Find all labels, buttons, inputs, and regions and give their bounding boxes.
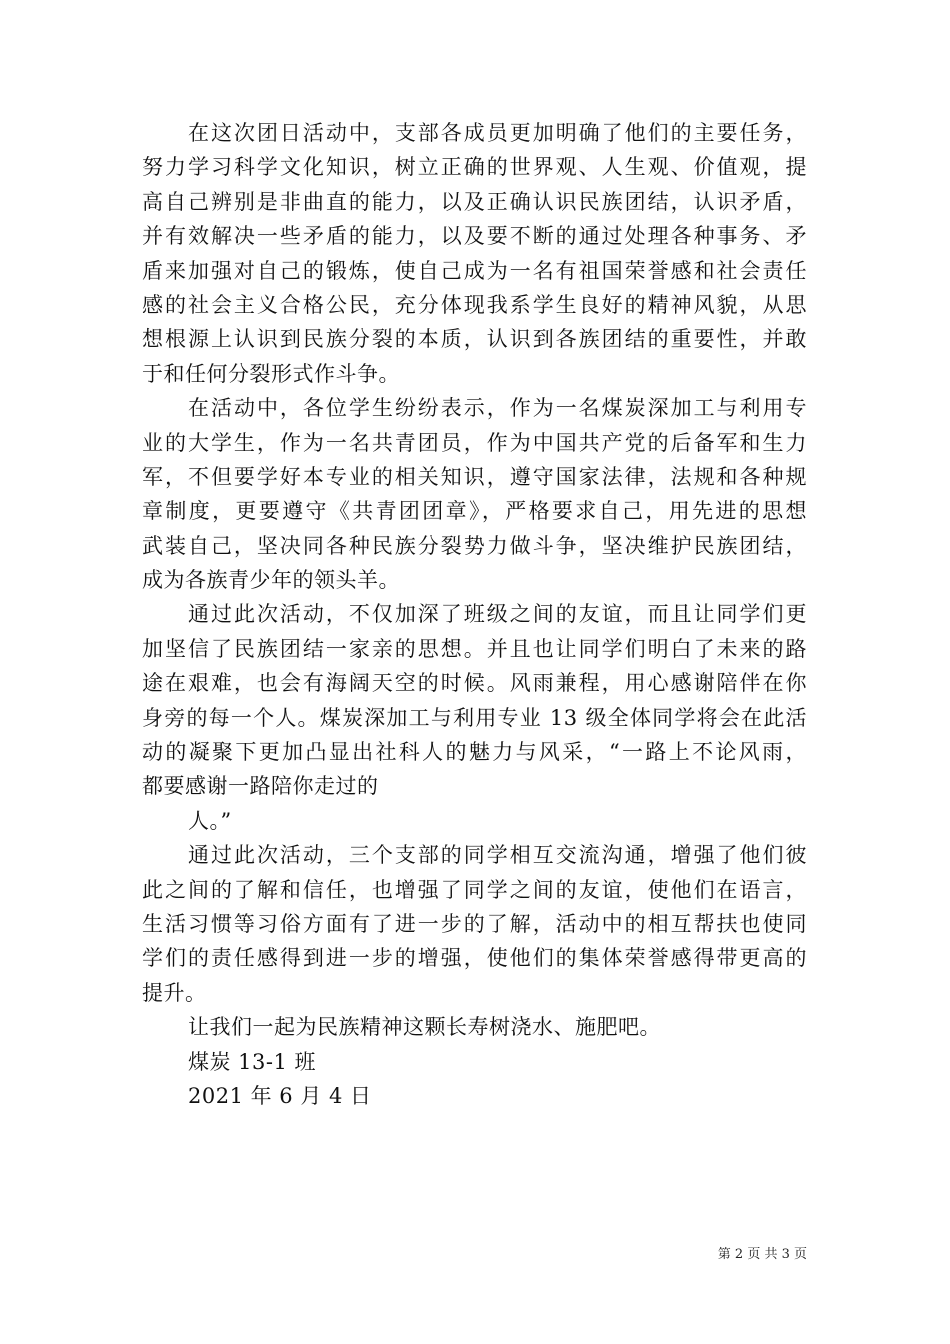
text-line: 在活动中，各位学生纷纷表示，作为一名煤炭深加工与利用专 xyxy=(188,396,807,421)
text-line: 途在艰难，也会有海阔天空的时候。风雨兼程，用心感谢陪伴在你 xyxy=(142,671,807,696)
text-line: 并有效解决一些矛盾的能力，以及要不断的通过处理各种事务、矛 xyxy=(142,224,807,249)
text-line: 学们的责任感得到进一步的增强，使他们的集体荣誉感得带更高的 xyxy=(142,946,807,971)
text-line: 煤炭 13-1 班 xyxy=(188,1049,317,1074)
text-line: 努力学习科学文化知识，树立正确的世界观、人生观、价值观，提 xyxy=(142,155,807,180)
text-line: 武装自己，坚决同各种民族分裂势力做斗争，坚决维护民族团结， xyxy=(142,533,807,558)
text-line: 业的大学生，作为一名共青团员，作为中国共产党的后备军和生力 xyxy=(142,430,807,455)
text-line: 提升。 xyxy=(142,980,207,1005)
text-line: 通过此次活动，不仅加深了班级之间的友谊，而且让同学们更 xyxy=(188,602,807,627)
text-line: 此之间的了解和信任，也增强了同学之间的友谊，使他们在语言， xyxy=(142,877,807,902)
text-line: 2021 年 6 月 4 日 xyxy=(188,1083,372,1108)
paragraph xyxy=(142,838,807,1010)
text-line: 都要感谢一路陪你走过的 xyxy=(142,774,379,799)
text-line: 盾来加强对自己的锻炼，使自己成为一名有祖国荣誉感和社会责任 xyxy=(142,258,807,283)
signature-date xyxy=(142,1079,807,1113)
paragraph xyxy=(142,1010,807,1044)
text-line: 在这次团日活动中，支部各成员更加明确了他们的主要任务， xyxy=(188,121,807,145)
text-line: 生活习惯等习俗方面有了进一步的了解，活动中的相互帮扶也使同 xyxy=(142,911,807,936)
text-line: 章制度，更要遵守《共青团团章》，严格要求自己，用先进的思想 xyxy=(142,499,807,524)
text-line: 动的凝聚下更加凸显出社科人的魅力与风采，“一路上不论风雨， xyxy=(142,740,807,765)
text-line: 通过此次活动，三个支部的同学相互交流沟通，增强了他们彼 xyxy=(188,843,807,868)
text-line: 高自己辨别是非曲直的能力，以及正确认识民族团结，认识矛盾， xyxy=(142,189,807,214)
document-body xyxy=(142,116,807,1113)
signature-class xyxy=(142,1045,807,1079)
paragraph xyxy=(142,804,807,838)
text-line: 于和任何分裂形式作斗争。 xyxy=(142,361,400,386)
paragraph xyxy=(142,597,807,803)
paragraph xyxy=(142,116,807,391)
text-line: 人。” xyxy=(188,808,232,833)
text-line: 身旁的每一个人。煤炭深加工与利用专业 13 级全体同学将会在此活 xyxy=(142,705,807,730)
text-line: 军，不但要学好本专业的相关知识，遵守国家法律，法规和各种规 xyxy=(142,464,807,489)
text-line: 加坚信了民族团结一家亲的思想。并且也让同学们明白了未来的路 xyxy=(142,636,807,661)
text-line: 让我们一起为民族精神这颗长寿树浇水、施肥吧。 xyxy=(188,1015,661,1040)
text-line: 成为各族青少年的领头羊。 xyxy=(142,568,400,593)
text-line: 感的社会主义合格公民，充分体现我系学生良好的精神风貌，从思 xyxy=(142,292,807,317)
text-line: 想根源上认识到民族分裂的本质，认识到各族团结的重要性，并敢 xyxy=(142,327,807,352)
page-number: 第 2 页 共 3 页 xyxy=(717,1247,807,1262)
paragraph xyxy=(142,391,807,597)
